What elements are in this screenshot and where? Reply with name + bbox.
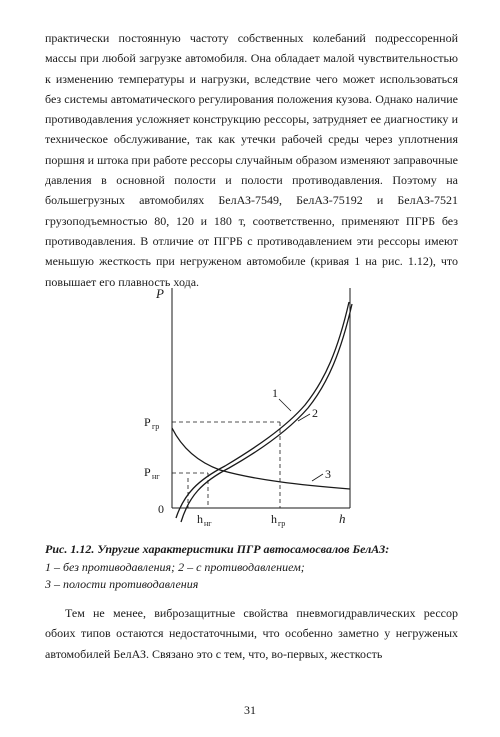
curve-1	[181, 304, 352, 522]
origin-label: 0	[158, 502, 164, 516]
p-gr-label-sub: гр	[152, 422, 160, 431]
y-axis-label: P	[156, 286, 164, 301]
p-gr-label-main: P	[144, 415, 151, 429]
curve-label-2: 2	[312, 406, 318, 420]
paragraph-top: практически постоянную частоту собственных колебаний подрессоренной массы при любой загрузке автомобиля. Она обладает малой чувствительностью к изменению температуры и нагрузки, вследствие чего может использоваться без системы автоматического регулирования положения кузова. Однако наличие противодавления усложняет конструкцию рессоры, затрудняет ее диагностику и техническое обслуживание, так как утечки рабочей среды через уплотнения поршня и штока при работе рессоры случайным образом изменяют заправочные давления в основной полости и полости противодавления. Поэтому на большегрузных автомобилях БелАЗ-7549, БелАЗ-75192 и БелАЗ-7521 грузоподъемностью 80, 120 и 180 т, соответственно, применяют ПГРБ без противодавления. В отличие от ПГРБ с противодавлением эти рессоры имеют меньшую жесткость при негруженом автомобиле (кривая 1 на рис. 1.12), что повышает его плавность хода.	[45, 31, 458, 289]
page-number: 31	[244, 703, 256, 717]
leader-1	[279, 399, 291, 411]
p-ng-label-sub: нг	[152, 472, 160, 481]
p-ng-label-main: P	[144, 465, 151, 479]
elastic-characteristics-figure	[140, 280, 360, 530]
h-ng-label-main: h	[197, 512, 203, 526]
leader-3	[312, 474, 323, 481]
figure-caption-line-1: 1 – без противодавления; 2 – с противодавлением;	[45, 560, 305, 574]
h-gr-label-main: h	[271, 512, 277, 526]
x-axis-label: h	[339, 511, 346, 526]
curve-label-1: 1	[272, 386, 278, 400]
curve-label-3: 3	[325, 467, 331, 481]
curve-3	[172, 428, 350, 489]
h-gr-label-sub: гр	[278, 519, 286, 528]
h-ng-label-sub: нг	[204, 519, 212, 528]
figure-caption-title: Рис. 1.12. Упругие характеристики ПГР автосамосвалов БелАЗ:	[45, 542, 390, 556]
paragraph-bottom: Тем не менее, виброзащитные свойства пневмогидравлических рессор обоих типов остаются недостаточными, что особенно заметно у негруженых автомобилей БелАЗ. Связано это с тем, что, во-первых, жесткость	[45, 606, 458, 661]
figure-caption-line-2: 3 – полости противодавления	[45, 577, 199, 591]
